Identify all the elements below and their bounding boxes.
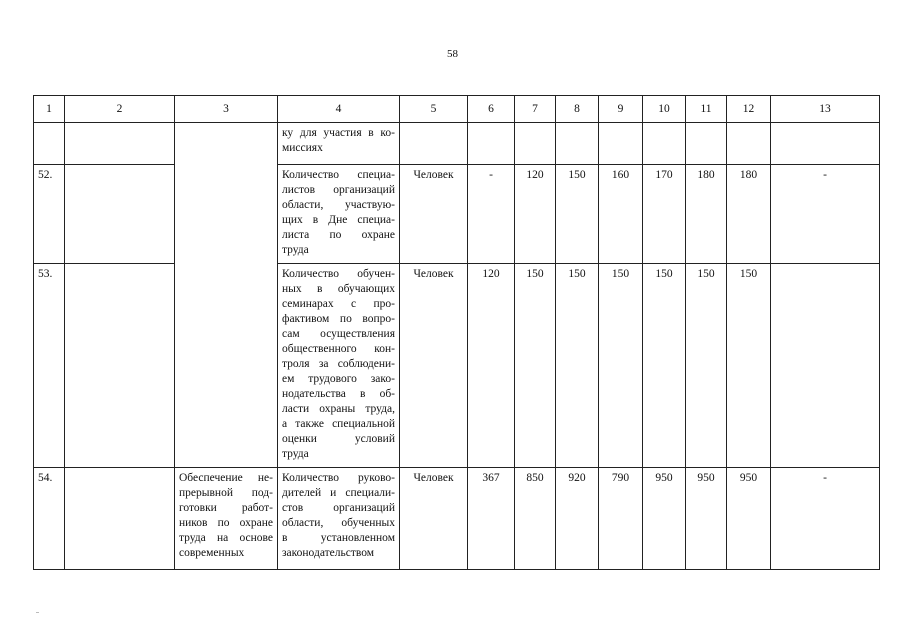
indicator-cell — [278, 264, 400, 468]
value-cell: 120 — [468, 264, 515, 468]
row-number: 52. — [34, 165, 65, 264]
indicator-line: нодательства в об- — [282, 388, 395, 400]
activity-cell — [65, 264, 175, 468]
row-number — [34, 123, 65, 165]
header-cell: 10 — [643, 96, 686, 123]
activity-cell — [65, 165, 175, 264]
unit-cell — [400, 123, 468, 165]
table-row — [34, 165, 880, 264]
value-cell: 150 — [556, 264, 599, 468]
header-cell: 9 — [599, 96, 643, 123]
note-cell: - — [771, 468, 880, 570]
value-cell — [556, 123, 599, 165]
header-row — [34, 96, 880, 123]
note-cell — [771, 123, 880, 165]
value-cell: 367 — [468, 468, 515, 570]
value-cell: 150 — [643, 264, 686, 468]
table-row — [34, 264, 880, 468]
unit-cell: Человек — [400, 264, 468, 468]
indicator-line: ласти охраны труда, — [282, 403, 395, 415]
value-cell — [515, 123, 556, 165]
value-cell — [686, 123, 727, 165]
indicator-line: миссиях — [282, 142, 323, 154]
value-cell — [643, 123, 686, 165]
header-cell: 5 — [400, 96, 468, 123]
indicator-line: щих в Дне специа- — [282, 214, 395, 226]
data-table — [33, 95, 880, 570]
indicator-line: общественного кон- — [282, 343, 395, 355]
measure-line: ников по охране — [179, 517, 273, 529]
row-number: 54. — [34, 468, 65, 570]
measure-line: труда на основе — [179, 532, 273, 544]
value-cell: 150 — [686, 264, 727, 468]
indicator-line: труда — [282, 448, 309, 460]
value-cell: 150 — [599, 264, 643, 468]
value-cell: 150 — [727, 264, 771, 468]
note-cell — [771, 264, 880, 468]
header-cell: 2 — [65, 96, 175, 123]
indicator-line: законодательством — [282, 547, 375, 559]
value-cell: 150 — [556, 165, 599, 264]
value-cell — [727, 123, 771, 165]
indicator-line: области, обученных — [282, 517, 395, 529]
header-cell: 4 — [278, 96, 400, 123]
value-cell — [599, 123, 643, 165]
indicator-line: стов организаций — [282, 502, 395, 514]
header-cell: 11 — [686, 96, 727, 123]
indicator-line: ем трудового зако- — [282, 373, 395, 385]
value-cell: 950 — [686, 468, 727, 570]
value-cell: 170 — [643, 165, 686, 264]
measure-line: готовки работ- — [179, 502, 273, 514]
scan-mark — [36, 612, 39, 613]
value-cell: 150 — [515, 264, 556, 468]
indicator-line: листа по охране — [282, 229, 395, 241]
value-cell: 120 — [515, 165, 556, 264]
indicator-line: фактивом по вопро- — [282, 313, 395, 325]
indicator-line: труда — [282, 244, 309, 256]
table-row — [34, 468, 880, 570]
measure-line: современных — [179, 547, 245, 559]
indicator-line: а также специальной — [282, 418, 395, 430]
indicator-line: троля за соблюдени- — [282, 358, 395, 370]
header-cell: 6 — [468, 96, 515, 123]
indicator-line: семинарах с про- — [282, 298, 395, 310]
measure-cell — [175, 468, 278, 570]
header-cell: 12 — [727, 96, 771, 123]
header-cell: 3 — [175, 96, 278, 123]
indicator-line: ных в обучающих — [282, 283, 395, 295]
header-cell: 13 — [771, 96, 880, 123]
indicator-line: дителей и специали- — [282, 487, 395, 499]
table-row — [34, 123, 880, 165]
header-cell: 8 — [556, 96, 599, 123]
value-cell: 850 — [515, 468, 556, 570]
indicator-line: Количество обучен- — [282, 268, 395, 280]
value-cell: 790 — [599, 468, 643, 570]
measure-line: Обеспечение не- — [179, 472, 273, 484]
unit-cell: Человек — [400, 468, 468, 570]
activity-cell — [65, 468, 175, 570]
note-cell: - — [771, 165, 880, 264]
header-cell: 7 — [515, 96, 556, 123]
value-cell: 950 — [643, 468, 686, 570]
value-cell: 180 — [686, 165, 727, 264]
row-number: 53. — [34, 264, 65, 468]
measure-line: прерывной под- — [179, 487, 273, 499]
page-number: 58 — [447, 48, 458, 60]
indicator-cell — [278, 468, 400, 570]
value-cell: 160 — [599, 165, 643, 264]
indicator-line: листов организаций — [282, 184, 395, 196]
activity-cell — [65, 123, 175, 165]
indicator-line: в установленном — [282, 532, 395, 544]
indicator-line: области, участвую- — [282, 199, 395, 211]
value-cell — [468, 123, 515, 165]
indicator-line: Количество специа- — [282, 169, 395, 181]
measure-cell — [175, 123, 278, 468]
indicator-cell — [278, 165, 400, 264]
indicator-cell — [278, 123, 400, 165]
value-cell: 920 — [556, 468, 599, 570]
value-cell: - — [468, 165, 515, 264]
indicator-line: оценки условий — [282, 433, 395, 445]
header-cell: 1 — [34, 96, 65, 123]
indicator-line: сам осуществления — [282, 328, 395, 340]
indicator-line: ку для участия в ко- — [282, 127, 395, 139]
indicator-line: Количество руково- — [282, 472, 395, 484]
value-cell: 180 — [727, 165, 771, 264]
unit-cell: Человек — [400, 165, 468, 264]
value-cell: 950 — [727, 468, 771, 570]
